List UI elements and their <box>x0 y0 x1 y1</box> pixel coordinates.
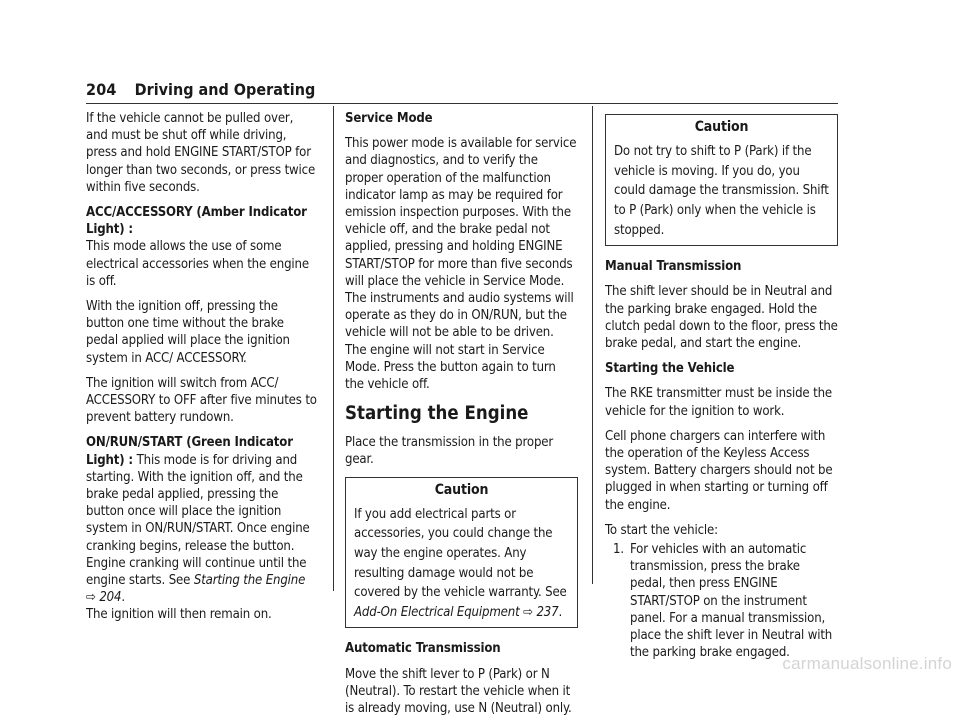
paragraph-on-run <box>86 434 318 623</box>
watermark: carmanualsonline.info <box>782 654 952 673</box>
punctuation: . <box>558 604 563 620</box>
paragraph-acc-press: With the ignition off, pressing the button one time without the brake pedal applied will place the ignition system in ACC/ ACCESSORY. <box>86 299 290 366</box>
caution-box-park <box>605 114 838 246</box>
step-number: 1. <box>613 542 624 558</box>
section-title-starting-engine: Starting the Engine <box>345 403 529 425</box>
caution-title: Caution <box>694 119 749 135</box>
paragraph-service-mode: This power mode is available for service and diagnostics, and to verify the proper operation of the malfunction indicator lamp as may be required for emission inspection purposes. With the vehicle off, and the brake pedal not applied, pressing and holding ENGINE START/STOP for more than five seconds will place the vehicle in Service Mode. The instruments and audio systems will operate as they do in ON/RUN, but the vehicle will not be able to be driven. The engine will not start in Service Mode. Press the button again to turn the vehicle off. <box>345 136 577 393</box>
cross-ref-addon-equipment[interactable]: Add-On Electrical Equipment <box>354 604 520 620</box>
header-rule <box>86 103 838 104</box>
paragraph-proper-gear: Place the transmission in the proper gear. <box>345 435 554 468</box>
caution-body <box>614 142 829 240</box>
column-left <box>86 110 318 632</box>
start-steps-list <box>605 541 838 661</box>
on-run-label: ON/RUN/START (Green Indicator Light) : <box>86 435 293 468</box>
acc-text: This mode allows the use of some electrical accessories when the engine is off. <box>86 239 309 289</box>
paragraph-acc-timeout: The ignition will switch from ACC/ ACCESSORY to OFF after five minutes to prevent battery rundown. <box>86 375 317 426</box>
caution-title: Caution <box>434 481 489 498</box>
paragraph-cell-phone-chargers: Cell phone chargers can interfere with the operation of the Keyless Access system. Battery chargers should not be plugged in when starting or turning off the engine. <box>605 428 833 513</box>
chapter-title: Driving and Operating <box>134 80 316 99</box>
caution-box-electrical <box>345 477 578 629</box>
column-right <box>605 110 838 661</box>
punctuation: . <box>121 590 125 606</box>
cross-ref-page[interactable]: 204 <box>99 590 122 606</box>
caution-text: If you add electrical parts or accessories, you could change the way the engine operates. Any resulting damage would not be covered by the vehicle warranty. See <box>354 506 567 601</box>
paragraph-automatic-transmission: Move the shift lever to P (Park) or N (Neutral). To restart the vehicle when it is already moving, use N (Neutral) only. <box>345 666 572 717</box>
page-header <box>86 80 838 104</box>
arrow-ref-icon: ⇨ <box>523 604 533 620</box>
caution-text: Do not try to shift to P (Park) if the vehicle is moving. If you do, you could damage the transmission. Shift to P (Park) only when the vehicle is stopped. <box>614 144 829 238</box>
service-mode-heading: Service Mode <box>345 111 433 126</box>
page-number: 204 <box>86 80 117 99</box>
automatic-transmission-heading: Automatic Transmission <box>345 641 501 657</box>
acc-label: ACC/ACCESSORY (Amber Indicator Light) : <box>86 205 307 238</box>
paragraph-to-start: To start the vehicle: <box>605 522 718 538</box>
starting-vehicle-heading: Starting the Vehicle <box>605 361 735 377</box>
paragraph-manual-transmission: The shift lever should be in Neutral and the parking brake engaged. Hold the clutch pedal down to the floor, press the brake pedal, and start the engine. <box>605 284 838 351</box>
column-divider-1 <box>333 106 334 591</box>
list-item <box>613 541 838 661</box>
step-text: For vehicles with an automatic transmission, press the brake pedal, then press ENGINE START/STOP on the instrument panel. For a manual transmission, place the shift lever in Neutral with the parking brake engaged. <box>630 542 833 661</box>
arrow-ref-icon: ⇨ <box>86 590 96 606</box>
paragraph-shutoff: If the vehicle cannot be pulled over, and must be shut off while driving, press and hold ENGINE START/STOP for longer than two seconds, or press twice within five seconds. <box>86 111 316 195</box>
column-middle <box>345 110 578 725</box>
ignition-remains-text: The ignition will then remain on. <box>86 607 272 623</box>
cross-ref-starting-engine[interactable]: Starting the Engine <box>193 573 306 589</box>
on-run-text: This mode is for driving and starting. With the ignition off, and the brake pedal applied, pressing the button once will place the ignition system in ON/RUN/START. Once engine cranking begins, release the button. Engine cranking will continue until the engine starts. See <box>86 452 310 589</box>
column-divider-2 <box>592 106 593 584</box>
manual-transmission-heading: Manual Transmission <box>605 259 742 275</box>
cross-ref-page[interactable]: 237 <box>536 604 559 620</box>
paragraph-rke-transmitter: The RKE transmitter must be inside the vehicle for the ignition to work. <box>605 386 832 419</box>
caution-body <box>354 505 569 623</box>
paragraph-acc <box>86 204 318 290</box>
